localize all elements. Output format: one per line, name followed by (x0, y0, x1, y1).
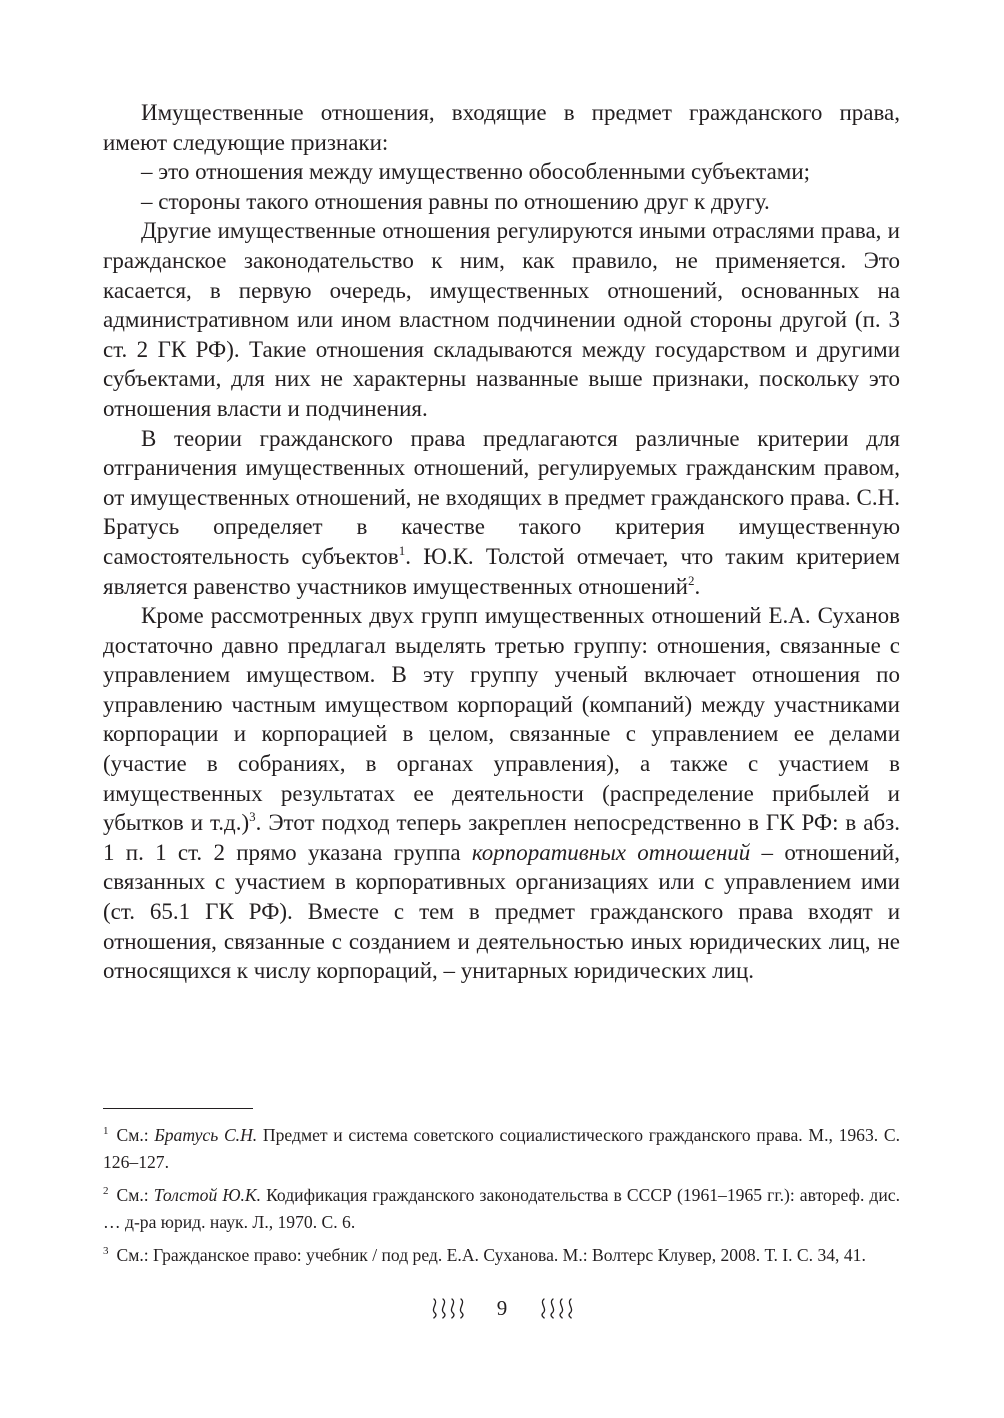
right-ornament-icon (535, 1296, 575, 1320)
footnote-number: 2 (103, 1185, 109, 1197)
footnote-number: 1 (103, 1125, 109, 1137)
footnote-number: 3 (103, 1245, 109, 1257)
footnote-ref[interactable]: 2 (687, 572, 695, 588)
page-footer (0, 1291, 1004, 1323)
footnote-ref[interactable]: 3 (249, 809, 256, 825)
footnote-text: Кодификация гражданского законодательства в СССР (1961–1965 гг.): автореф. дис. … д-ра юрид. наук. Л., 1970. С. 6. (103, 1185, 900, 1232)
paragraph (103, 601, 900, 986)
left-ornament-icon (430, 1296, 470, 1320)
footnotes (103, 1122, 900, 1275)
list-item: – это отношения между имущественно обособленными субъектами; (141, 159, 811, 185)
paragraph (103, 424, 900, 602)
list-item: – стороны такого отношения равны по отношению друг к другу. (141, 188, 770, 214)
footnote-author: Толстой Ю.К. (153, 1185, 261, 1205)
footnote (103, 1122, 900, 1176)
text-run: . (694, 573, 701, 599)
page-number: 9 (496, 1296, 508, 1321)
text-run: Кроме рассмотренных двух групп имущественных отношений Е.А. Суханов достаточно давно предлагал выделять третью группу: отношения, связанные с управлением имуществом. В эту группу ученый включает отношения по управлению частным имуществом корпораций (компаний) между участниками корпорации и корпорацией в целом, связанные с управлением ее делами (участие в собраниях, в органах управления), а также с участием в имущественных результатах ее деятельности (распределение прибылей и убытков и т.д.) (103, 603, 900, 836)
text-run: – отношений, связанных с участием в корпоративных организациях или с управлением ими (ст. 65.1 ГК РФ). Вместе с тем в предмет гражданского права входят и отношения, связанные с созданием и деятельностью иных юридических лиц, не относящихся к числу корпораций, – унитарных юридических лиц. (103, 839, 900, 984)
body-text (103, 98, 900, 986)
text-run: . Этот подход теперь закреплен непосредственно в ГК РФ: в абз. 1 п. 1 ст. 2 прямо указана группа (103, 810, 900, 865)
paragraph: Другие имущественные отношения регулируются иными отраслями права, и гражданское законодательство к ним, как правило, не применяется. Это касается, в первую очередь, имущественных отношений, основанных на административном или ином властном подчинении одной стороны другой (п. 3 ст. 2 ГК РФ). Такие отношения складываются между государством и другими субъектами, для них не характерны названные выше признаки, поскольку это отношения власти и подчинения. (103, 218, 900, 421)
footnote (103, 1182, 900, 1236)
paragraph: Имущественные отношения, входящие в предмет гражданского права, имеют следующие признаки: (103, 100, 900, 155)
text-run: . Ю.К. Толстой отмечает, что таким критерием является равенство участников имущественных отношений (103, 543, 900, 599)
footnote-prefix: См.: (116, 1125, 155, 1145)
footnote-author: Братусь С.Н. (154, 1125, 258, 1145)
footnote-text: Предмет и система советского социалистического гражданского права. М., 1963. С. 126–127. (103, 1125, 901, 1172)
italic-term: корпоративных отношений (471, 839, 751, 865)
footnote-text: См.: Гражданское право: учебник / под ред. Е.А. Суханова. М.: Волтерс Клувер, 2008. Т. I. С. 34, 41. (116, 1245, 866, 1265)
footnote-ref[interactable]: 1 (398, 542, 406, 558)
text-run: В теории гражданского права предлагаются различные критерии для отграничения имущественных отношений, регулируемых гражданским правом, от имущественных отношений, не входящих в предмет гражданского права. С.Н. Братусь определяет в качестве такого критерия имущественную самостоятельность субъектов (103, 425, 900, 569)
footnote-separator (103, 1108, 253, 1109)
footnote-prefix: См.: (116, 1185, 154, 1205)
footnote (103, 1242, 900, 1269)
